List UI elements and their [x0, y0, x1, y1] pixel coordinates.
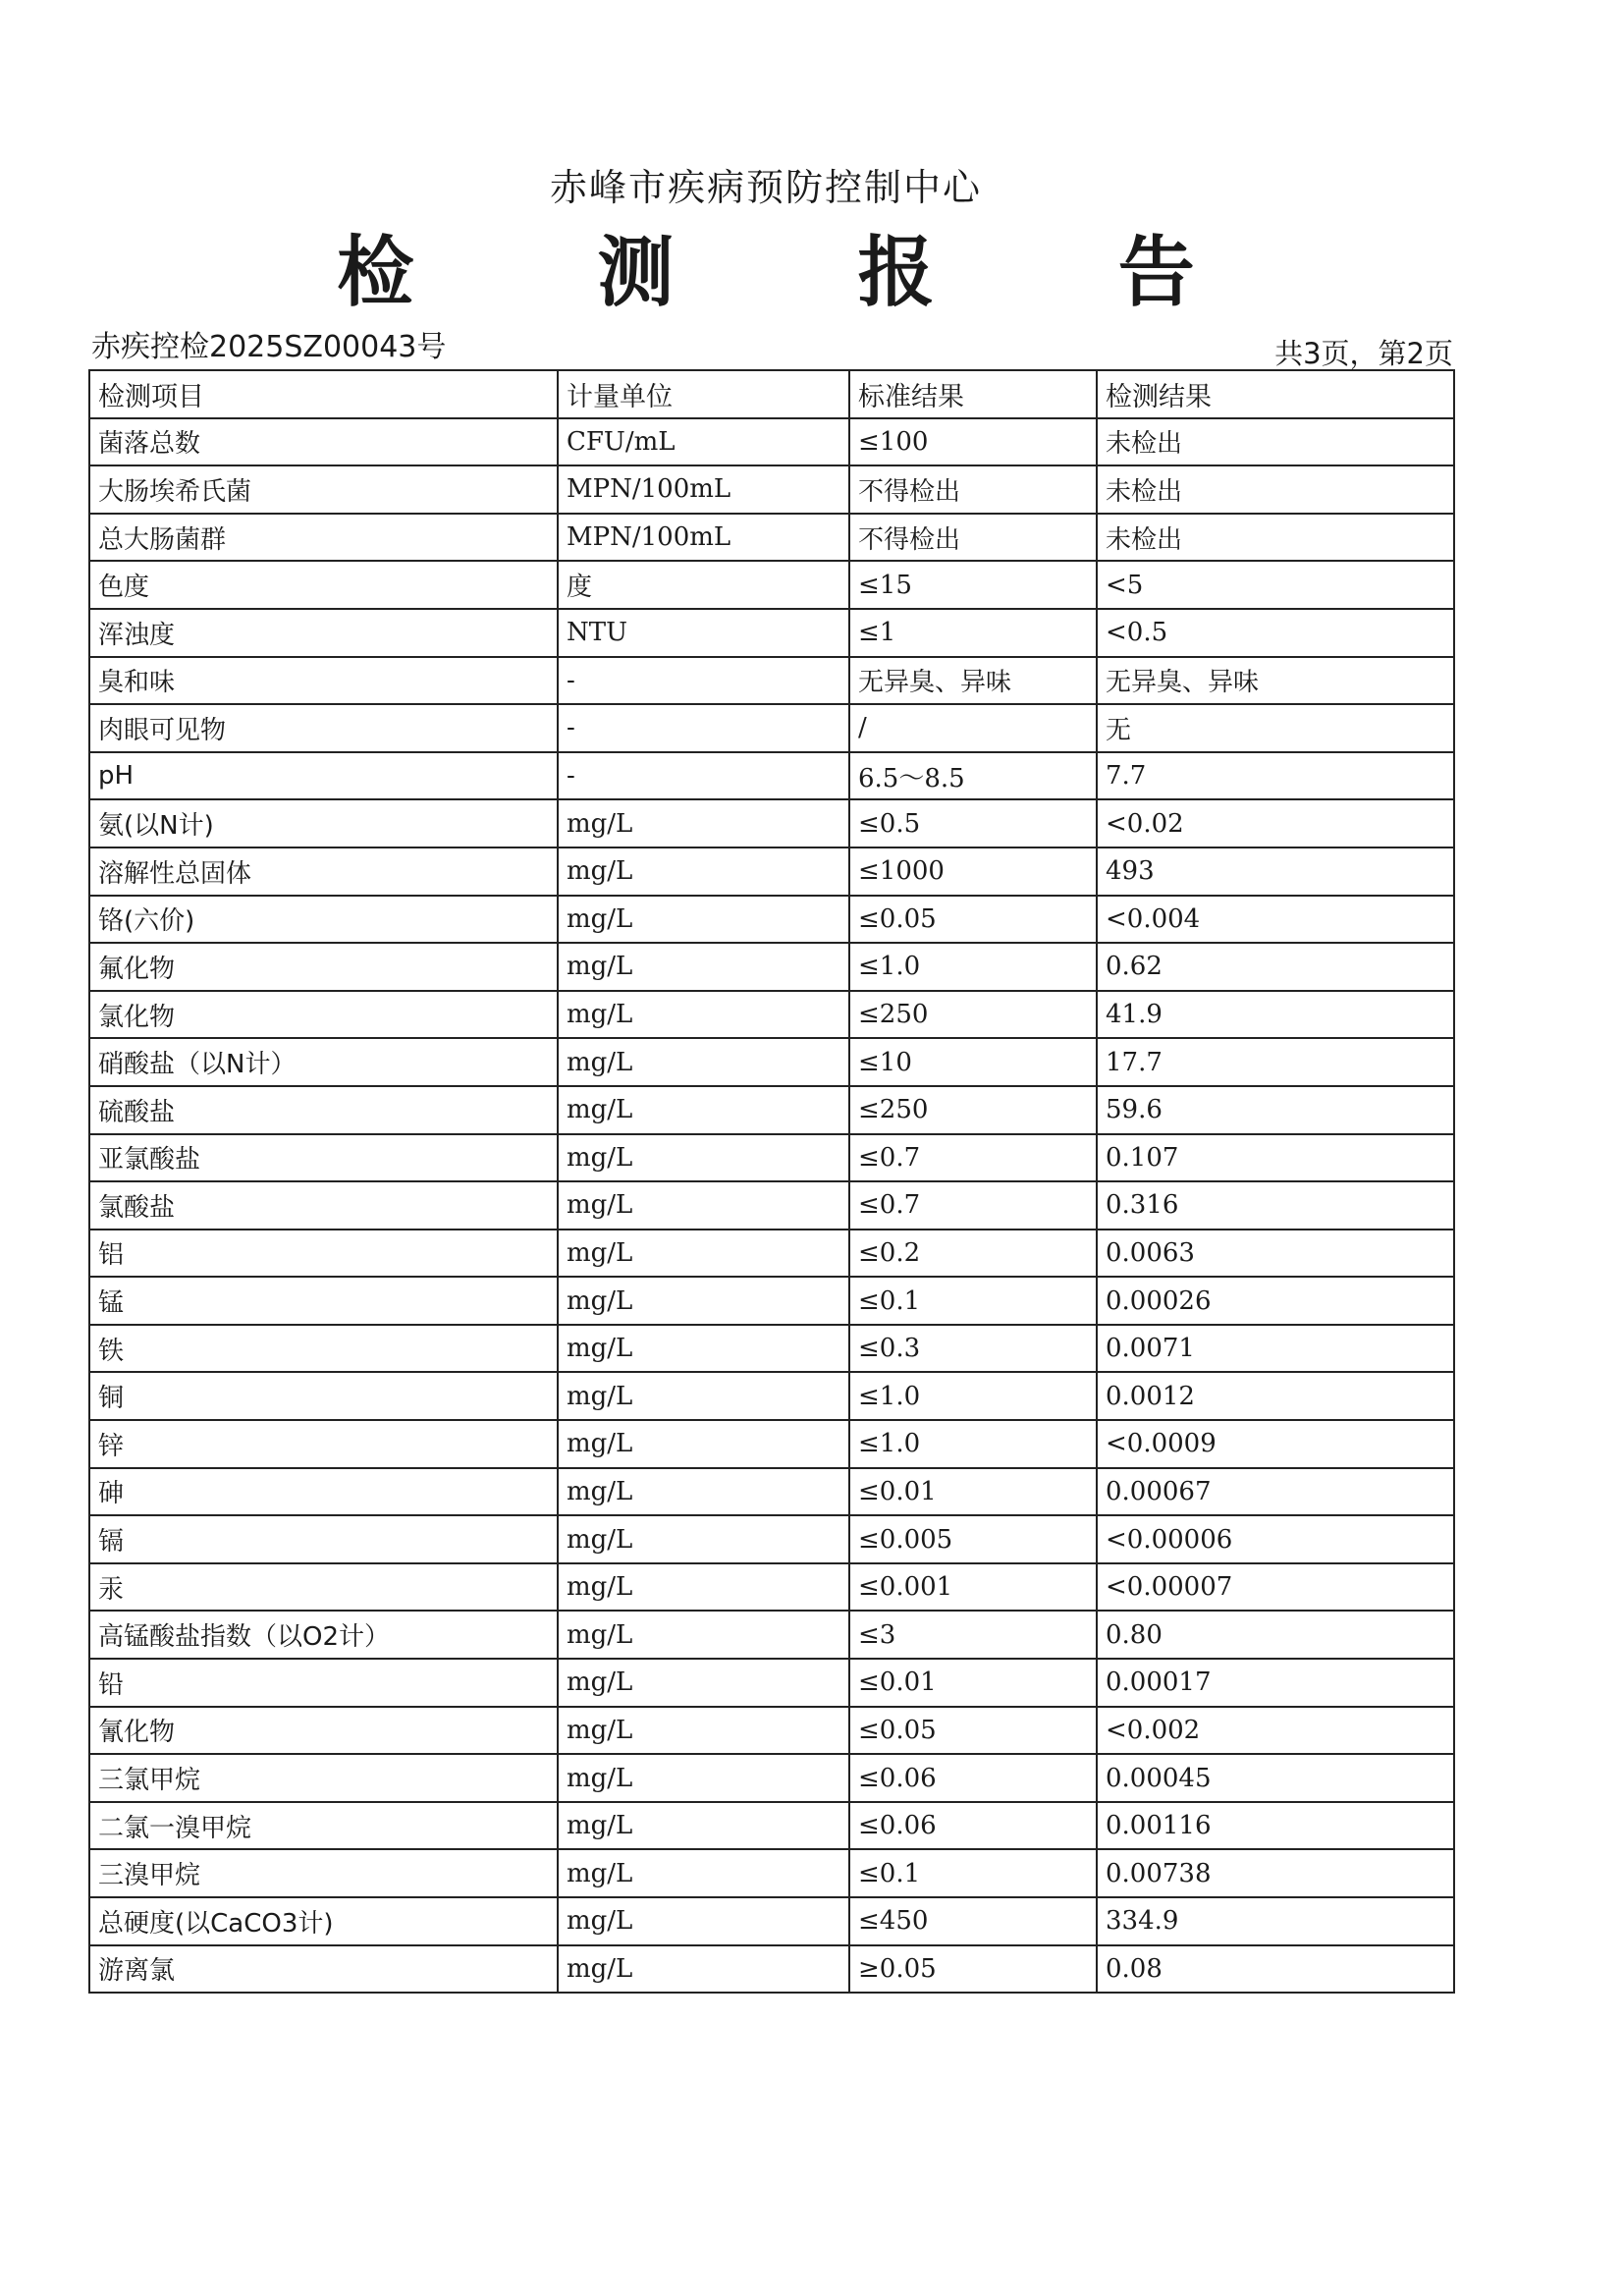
report-number: 赤疾控检2025SZ00043号: [91, 330, 447, 364]
cell-standard: ≤15: [849, 561, 1097, 609]
cell-result: 59.6: [1097, 1086, 1454, 1134]
table-row: [89, 561, 1454, 609]
cell-unit: CFU/mL: [558, 418, 849, 466]
cell-unit: mg/L: [558, 1372, 849, 1420]
cell-item: 铬(六价): [89, 896, 558, 944]
cell-unit: mg/L: [558, 1230, 849, 1278]
report-title: 检 测 报 告: [337, 229, 1273, 317]
cell-item: pH: [89, 752, 558, 800]
table-row: [89, 1181, 1454, 1230]
cell-standard: ≤0.7: [849, 1181, 1097, 1230]
cell-result: <0.02: [1097, 799, 1454, 847]
cell-unit: mg/L: [558, 1802, 849, 1850]
cell-item: 菌落总数: [89, 418, 558, 466]
cell-standard: ≤1.0: [849, 1420, 1097, 1468]
cell-result: 41.9: [1097, 991, 1454, 1039]
cell-unit: mg/L: [558, 896, 849, 944]
cell-result: <0.00007: [1097, 1563, 1454, 1612]
cell-result: 0.80: [1097, 1611, 1454, 1659]
cell-unit: mg/L: [558, 799, 849, 847]
cell-standard: ≤0.5: [849, 799, 1097, 847]
cell-result: 334.9: [1097, 1897, 1454, 1945]
table-row: [89, 1277, 1454, 1325]
table-row: [89, 991, 1454, 1039]
table-row: [89, 1230, 1454, 1278]
cell-unit: mg/L: [558, 1563, 849, 1612]
table-row: [89, 847, 1454, 896]
cell-standard: 无异臭、异味: [849, 657, 1097, 705]
cell-item: 铝: [89, 1230, 558, 1278]
table-row: [89, 1802, 1454, 1850]
cell-item: 氨(以N计): [89, 799, 558, 847]
cell-result: 0.00067: [1097, 1468, 1454, 1516]
cell-unit: mg/L: [558, 1945, 849, 1994]
table-row: [89, 1754, 1454, 1802]
cell-unit: mg/L: [558, 943, 849, 991]
cell-item: 游离氯: [89, 1945, 558, 1994]
cell-unit: mg/L: [558, 1659, 849, 1707]
cell-item: 三溴甲烷: [89, 1849, 558, 1897]
page-info: 共3页，第2页: [1274, 337, 1453, 370]
cell-standard: ≤0.1: [849, 1277, 1097, 1325]
cell-unit: mg/L: [558, 1849, 849, 1897]
cell-result: 0.00045: [1097, 1754, 1454, 1802]
cell-unit: mg/L: [558, 1134, 849, 1182]
cell-result: <5: [1097, 561, 1454, 609]
table-row: [89, 1515, 1454, 1563]
cell-item: 氟化物: [89, 943, 558, 991]
table-row: [89, 1849, 1454, 1897]
cell-result: 未检出: [1097, 418, 1454, 466]
cell-item: 氰化物: [89, 1707, 558, 1755]
cell-item: 总硬度(以CaCO3计): [89, 1897, 558, 1945]
cell-standard: ≤0.05: [849, 896, 1097, 944]
cell-item: 氯化物: [89, 991, 558, 1039]
column-header-standard: 标准结果: [849, 370, 1097, 418]
cell-unit: MPN/100mL: [558, 465, 849, 514]
cell-standard: 不得检出: [849, 514, 1097, 562]
cell-unit: mg/L: [558, 1277, 849, 1325]
table-row: [89, 1325, 1454, 1373]
cell-standard: ≤0.3: [849, 1325, 1097, 1373]
cell-unit: mg/L: [558, 991, 849, 1039]
cell-result: 0.62: [1097, 943, 1454, 991]
table-row: [89, 1659, 1454, 1707]
cell-unit: mg/L: [558, 847, 849, 896]
table-row: [89, 1372, 1454, 1420]
table-row: [89, 418, 1454, 466]
table-row: [89, 465, 1454, 514]
cell-standard: ≤250: [849, 1086, 1097, 1134]
cell-result: 0.0063: [1097, 1230, 1454, 1278]
cell-item: 亚氯酸盐: [89, 1134, 558, 1182]
cell-item: 砷: [89, 1468, 558, 1516]
cell-result: 未检出: [1097, 514, 1454, 562]
cell-result: 未检出: [1097, 465, 1454, 514]
table-row: [89, 609, 1454, 657]
table-row: [89, 657, 1454, 705]
table-row: [89, 752, 1454, 800]
organization-name: 赤峰市疾病预防控制中心: [549, 166, 982, 209]
cell-result: 0.0071: [1097, 1325, 1454, 1373]
cell-unit: mg/L: [558, 1038, 849, 1086]
table-row: [89, 799, 1454, 847]
cell-item: 二氯一溴甲烷: [89, 1802, 558, 1850]
table-body: [89, 418, 1454, 1994]
cell-result: 0.0012: [1097, 1372, 1454, 1420]
cell-standard: ≤1000: [849, 847, 1097, 896]
cell-item: 总大肠菌群: [89, 514, 558, 562]
cell-standard: ≥0.05: [849, 1945, 1097, 1994]
cell-standard: ≤0.1: [849, 1849, 1097, 1897]
cell-item: 三氯甲烷: [89, 1754, 558, 1802]
cell-result: 0.00017: [1097, 1659, 1454, 1707]
cell-unit: MPN/100mL: [558, 514, 849, 562]
cell-standard: ≤3: [849, 1611, 1097, 1659]
cell-result: 7.7: [1097, 752, 1454, 800]
cell-standard: ≤0.06: [849, 1802, 1097, 1850]
cell-unit: mg/L: [558, 1897, 849, 1945]
cell-standard: ≤450: [849, 1897, 1097, 1945]
cell-standard: ≤0.2: [849, 1230, 1097, 1278]
cell-result: <0.00006: [1097, 1515, 1454, 1563]
cell-result: <0.004: [1097, 896, 1454, 944]
cell-result: 493: [1097, 847, 1454, 896]
cell-result: 0.00738: [1097, 1849, 1454, 1897]
table-row: [89, 704, 1454, 752]
cell-unit: mg/L: [558, 1468, 849, 1516]
cell-item: 浑浊度: [89, 609, 558, 657]
cell-unit: NTU: [558, 609, 849, 657]
cell-unit: -: [558, 704, 849, 752]
cell-item: 铁: [89, 1325, 558, 1373]
table-row: [89, 1563, 1454, 1612]
cell-result: <0.5: [1097, 609, 1454, 657]
cell-standard: ≤0.7: [849, 1134, 1097, 1182]
cell-standard: /: [849, 704, 1097, 752]
cell-unit: mg/L: [558, 1086, 849, 1134]
cell-item: 硫酸盐: [89, 1086, 558, 1134]
cell-unit: mg/L: [558, 1420, 849, 1468]
cell-item: 肉眼可见物: [89, 704, 558, 752]
table-row: [89, 896, 1454, 944]
cell-unit: -: [558, 657, 849, 705]
cell-unit: mg/L: [558, 1325, 849, 1373]
cell-item: 铅: [89, 1659, 558, 1707]
cell-result: <0.0009: [1097, 1420, 1454, 1468]
table-row: [89, 1897, 1454, 1945]
cell-unit: mg/L: [558, 1707, 849, 1755]
cell-standard: ≤10: [849, 1038, 1097, 1086]
table-row: [89, 514, 1454, 562]
cell-standard: ≤1: [849, 609, 1097, 657]
cell-result: 0.316: [1097, 1181, 1454, 1230]
cell-unit: mg/L: [558, 1611, 849, 1659]
cell-unit: 度: [558, 561, 849, 609]
cell-item: 臭和味: [89, 657, 558, 705]
cell-result: 0.00116: [1097, 1802, 1454, 1850]
cell-item: 锌: [89, 1420, 558, 1468]
cell-result: 0.00026: [1097, 1277, 1454, 1325]
cell-item: 大肠埃希氏菌: [89, 465, 558, 514]
cell-standard: ≤100: [849, 418, 1097, 466]
table-row: [89, 1707, 1454, 1755]
results-table: [88, 369, 1455, 1994]
cell-item: 高锰酸盐指数（以O2计）: [89, 1611, 558, 1659]
table-row: [89, 943, 1454, 991]
column-header-unit: 计量单位: [558, 370, 849, 418]
column-header-item: 检测项目: [89, 370, 558, 418]
cell-unit: mg/L: [558, 1754, 849, 1802]
cell-result: <0.002: [1097, 1707, 1454, 1755]
column-header-result: 检测结果: [1097, 370, 1454, 418]
cell-standard: ≤0.06: [849, 1754, 1097, 1802]
table-row: [89, 1468, 1454, 1516]
table-row: [89, 1086, 1454, 1134]
cell-result: 0.107: [1097, 1134, 1454, 1182]
cell-standard: 6.5～8.5: [849, 752, 1097, 800]
cell-item: 溶解性总固体: [89, 847, 558, 896]
cell-item: 汞: [89, 1563, 558, 1612]
cell-item: 铜: [89, 1372, 558, 1420]
cell-unit: mg/L: [558, 1181, 849, 1230]
table-row: [89, 1611, 1454, 1659]
cell-standard: ≤0.05: [849, 1707, 1097, 1755]
cell-result: 无: [1097, 704, 1454, 752]
cell-item: 色度: [89, 561, 558, 609]
cell-standard: ≤250: [849, 991, 1097, 1039]
cell-item: 氯酸盐: [89, 1181, 558, 1230]
cell-item: 硝酸盐（以N计）: [89, 1038, 558, 1086]
cell-unit: -: [558, 752, 849, 800]
table-row: [89, 1038, 1454, 1086]
cell-result: 17.7: [1097, 1038, 1454, 1086]
cell-standard: ≤0.01: [849, 1468, 1097, 1516]
cell-standard: 不得检出: [849, 465, 1097, 514]
cell-standard: ≤0.005: [849, 1515, 1097, 1563]
cell-item: 镉: [89, 1515, 558, 1563]
cell-standard: ≤0.001: [849, 1563, 1097, 1612]
table-row: [89, 1134, 1454, 1182]
cell-standard: ≤1.0: [849, 1372, 1097, 1420]
table-row: [89, 1420, 1454, 1468]
cell-item: 锰: [89, 1277, 558, 1325]
table-row: [89, 1945, 1454, 1994]
cell-result: 0.08: [1097, 1945, 1454, 1994]
cell-standard: ≤1.0: [849, 943, 1097, 991]
table-header-row: [89, 370, 1454, 418]
cell-unit: mg/L: [558, 1515, 849, 1563]
cell-result: 无异臭、异味: [1097, 657, 1454, 705]
cell-standard: ≤0.01: [849, 1659, 1097, 1707]
